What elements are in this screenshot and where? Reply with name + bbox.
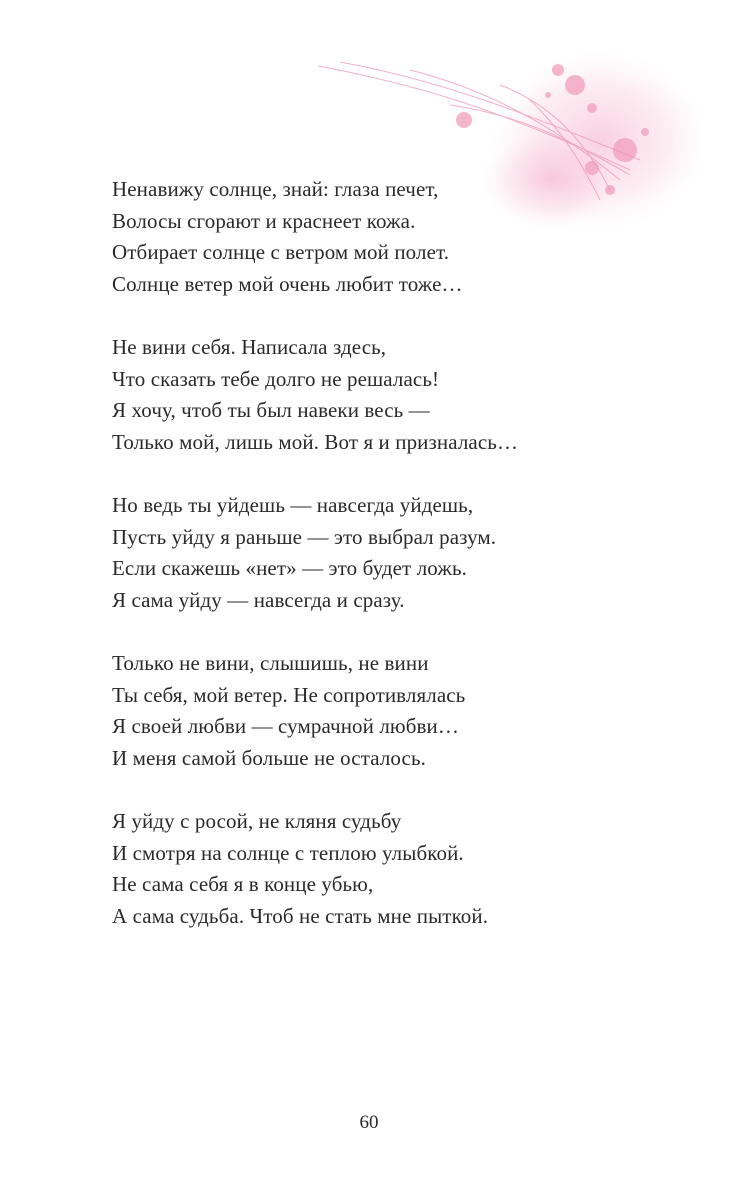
- poem-line: Если скажешь «нет» — это будет ложь.: [112, 556, 467, 580]
- poem-line: Ненавижу солнце, знай: глаза печет,: [112, 177, 439, 201]
- poem-line: Но ведь ты уйдешь — навсегда уйдешь,: [112, 493, 474, 517]
- stanza: [112, 806, 672, 932]
- poem: [112, 174, 672, 964]
- poem-line: Я сама уйду — навсегда и сразу.: [112, 587, 405, 612]
- poem-line: Пусть уйду я раньше — это выбрал разум.: [112, 524, 497, 549]
- poem-line: Я уйду с росой, не кляня судьбу: [112, 809, 402, 833]
- stanza: [112, 174, 672, 300]
- poem-line: Не вини себя. Написала здесь,: [112, 335, 387, 359]
- poem-line: Я своей любви — сумрачной любви…: [112, 714, 459, 738]
- poem-line: И меня самой больше не осталось.: [112, 745, 426, 770]
- poem-line: Я хочу, чтоб ты был навеки весь —: [112, 398, 430, 422]
- stanza: [112, 332, 672, 458]
- poem-line: Отбирает солнце с ветром мой полет.: [112, 240, 450, 264]
- page-number: 60: [359, 1112, 379, 1133]
- poem-line: Волосы сгорают и краснеет кожа.: [112, 208, 416, 233]
- stanza: [112, 490, 672, 616]
- poem-line: Что сказать тебе долго не решалась!: [112, 366, 440, 391]
- poem-line: Солнце ветер мой очень любит тоже…: [112, 271, 463, 296]
- poem-line: И смотря на солнце с теплою улыбкой.: [112, 840, 464, 865]
- poem-line: Только не вини, слышишь, не вини: [112, 651, 429, 675]
- poem-line: Ты себя, мой ветер. Не сопротивлялась: [112, 682, 466, 707]
- poem-line: Только мой, лишь мой. Вот я и призналась…: [112, 429, 519, 454]
- poem-line: А сама судьба. Чтоб не стать мне пыткой.: [112, 903, 489, 928]
- stanza: [112, 648, 672, 774]
- poem-line: Не сама себя я в конце убью,: [112, 872, 374, 896]
